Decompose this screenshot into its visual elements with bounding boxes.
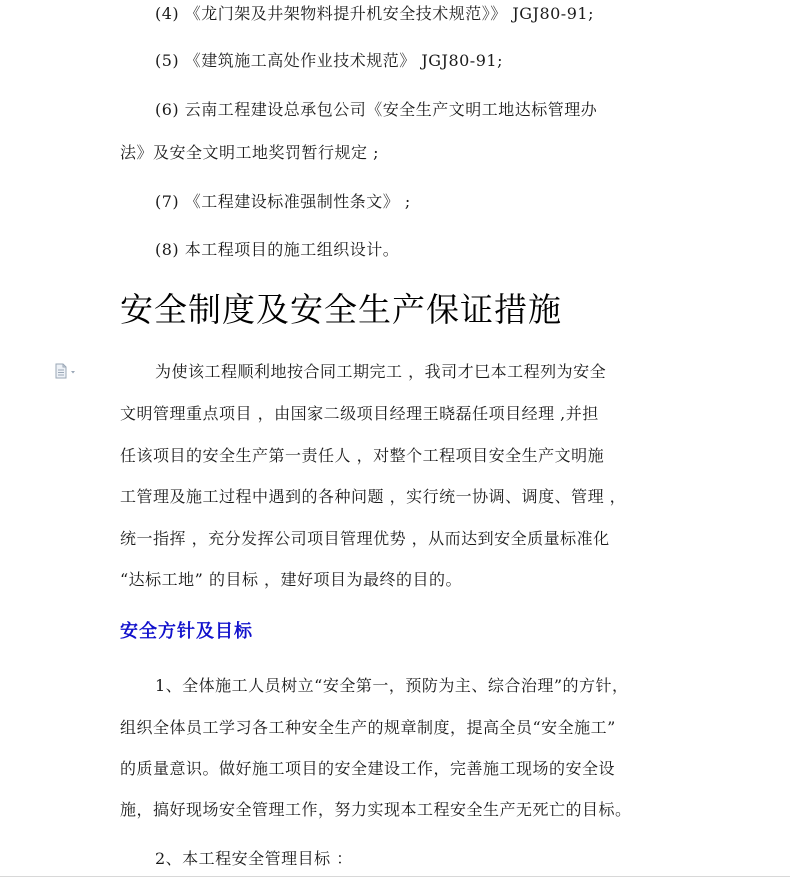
point2-line: 2、本工程安全管理目标 ：	[155, 849, 353, 868]
section-heading: 安全制度及安全生产保证措施	[120, 290, 562, 329]
reference-item-5: (5) 《建筑施工高处作业技术规范》 JGJ80-91;	[155, 51, 503, 70]
page-bottom-edge	[0, 876, 790, 877]
reference-item-4: (4) 《龙门架及井架物料提升机安全技术规范》》 JGJ80-91;	[155, 4, 594, 23]
subsection-heading: 安全方针及目标	[120, 621, 253, 642]
intro-line-6: “达标工地” 的目标 ，建好项目为最终的目的。	[120, 570, 463, 589]
intro-line-1: 为使该工程顺利地按合同工期完工 ，我司才巳本工程列为安全	[155, 362, 607, 381]
intro-line-4: 工管理及施工过程中遇到的各种问题 ，实行统一协调、调度、管理 ，	[120, 487, 627, 506]
reference-item-6: (6) 云南工程建设总承包公司《安全生产文明工地达标管理办	[155, 100, 598, 119]
intro-line-3: 任该项目的安全生产第一责任人 ，对整个工程项目安全生产文明施	[120, 446, 605, 465]
point1-line-4: 施，搞好现场安全管理工作，努力实现本工程安全生产无死亡的目标。	[120, 800, 632, 819]
point1-line-1: 1、全体施工人员树立“安全第一，预防为主、综合治理”的方针，	[155, 676, 629, 695]
reference-item-7: (7) 《工程建设标准强制性条文》 ;	[155, 192, 411, 211]
document-icon[interactable]	[54, 363, 78, 379]
reference-item-8: (8) 本工程项目的施工组织设计。	[155, 240, 400, 259]
intro-line-5: 统一指挥 ，充分发挥公司项目管理优势 ，从而达到安全质量标准化	[120, 529, 610, 548]
reference-item-6-continued: 法》及安全文明工地奖罚暂行规定 ;	[120, 143, 379, 162]
point1-line-3: 的质量意识。做好施工项目的安全建设工作，完善施工现场的安全设	[120, 759, 616, 778]
intro-line-2: 文明管理重点项目 ，由国家二级项目经理王晓磊任项目经理 ,并担	[120, 404, 599, 423]
point1-line-2: 组织全体员工学习各工种安全生产的规章制度，提高全员“安全施工”	[120, 718, 616, 737]
